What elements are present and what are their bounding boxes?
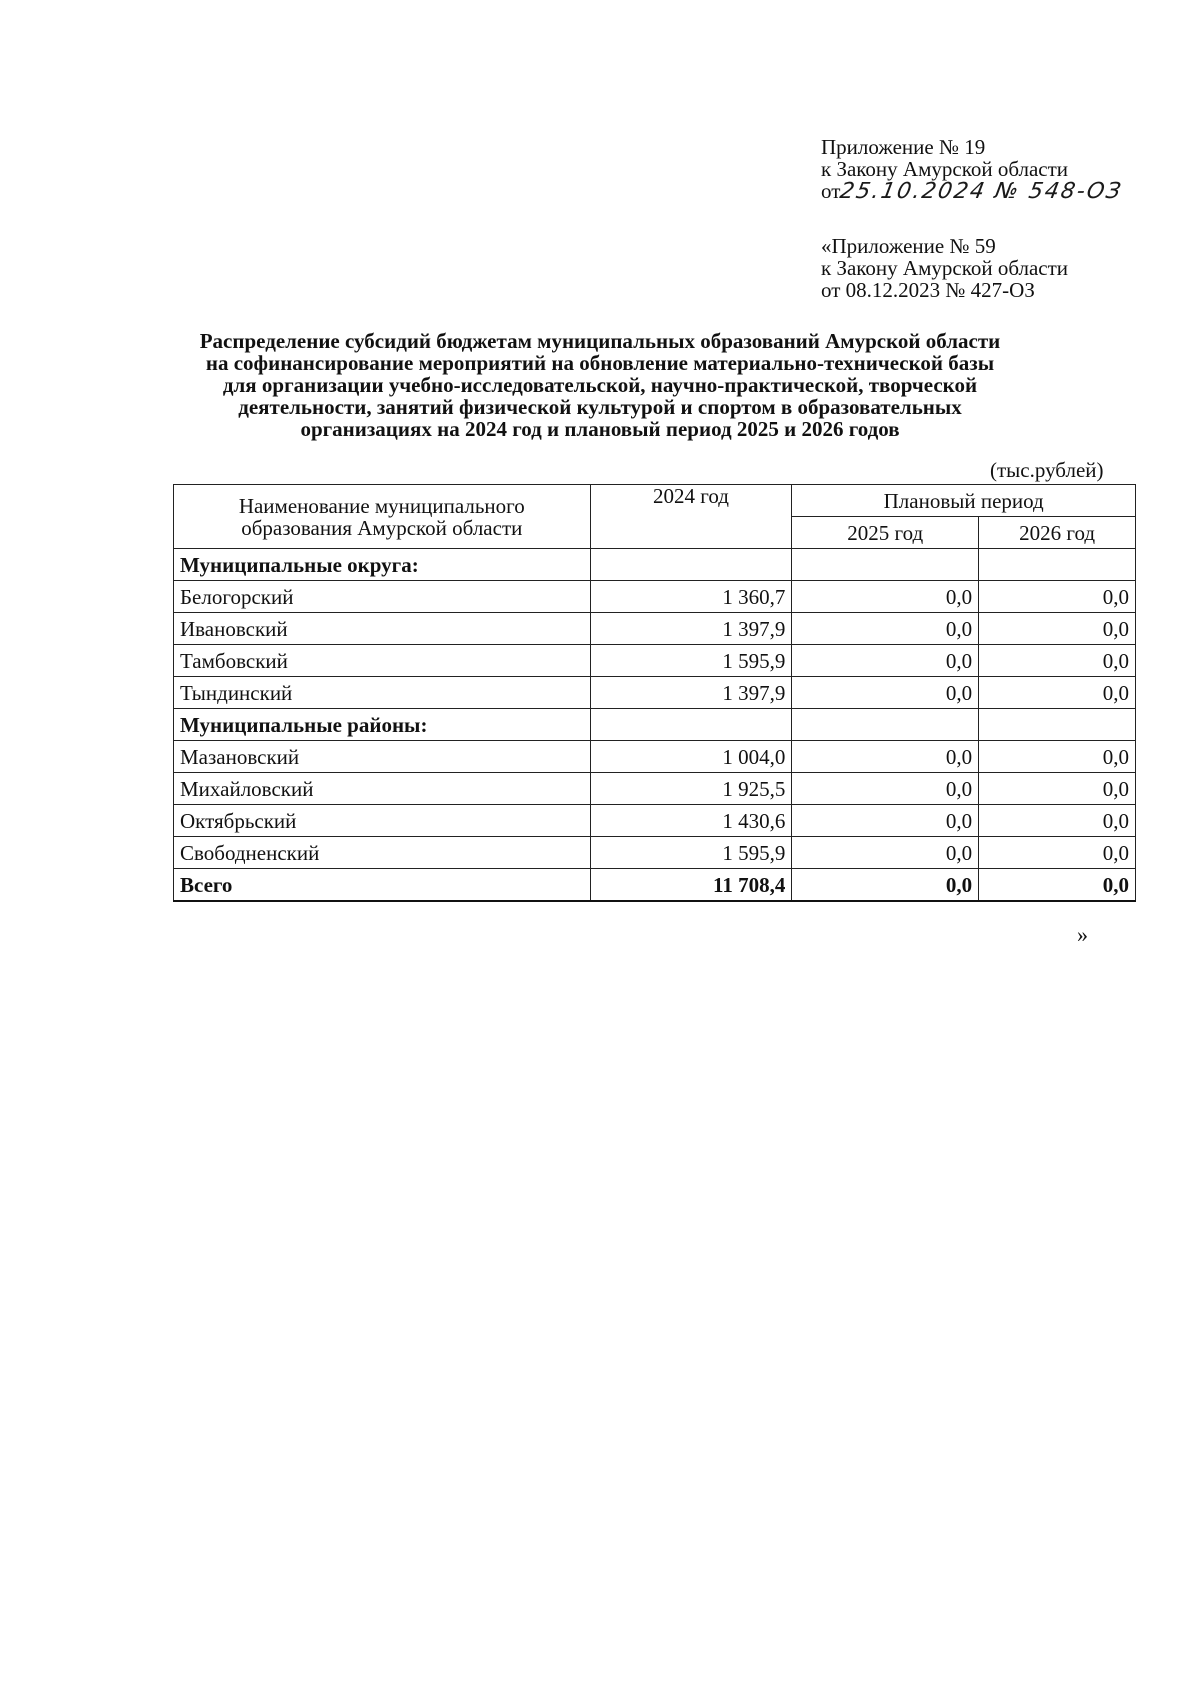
table-row <box>174 581 1136 613</box>
row-value-2024: 1 397,9 <box>590 613 792 645</box>
row-value-2026: 0,0 <box>979 677 1136 709</box>
row-value-2026: 0,0 <box>979 773 1136 805</box>
row-value-2024: 1 004,0 <box>590 741 792 773</box>
row-value-2024: 1 595,9 <box>590 645 792 677</box>
header-2025: 2025 год <box>792 517 979 549</box>
row-value-2024: 11 708,4 <box>590 869 792 902</box>
row-value-2024: 1 397,9 <box>590 677 792 709</box>
table-row <box>174 677 1136 709</box>
row-value-2024: 1 360,7 <box>590 581 792 613</box>
header-2024: 2024 год <box>590 485 792 549</box>
row-name: Тамбовский <box>174 645 591 677</box>
header-2026: 2026 год <box>979 517 1136 549</box>
closing-quote: » <box>1077 922 1088 947</box>
row-value-2024 <box>590 709 792 741</box>
header-municipality-line1: Наименование муниципального <box>238 493 525 518</box>
row-name: Михайловский <box>174 773 591 805</box>
row-name: Октябрьский <box>174 805 591 837</box>
row-value-2025: 0,0 <box>792 837 979 869</box>
table-row-group <box>174 709 1136 741</box>
row-value-2025: 0,0 <box>792 613 979 645</box>
header-municipality-line2: образования Амурской области <box>241 515 523 540</box>
header-planned-period: Плановый период <box>792 485 1136 517</box>
table-row <box>174 741 1136 773</box>
row-value-2025: 0,0 <box>792 741 979 773</box>
row-name: Муниципальные округа: <box>174 549 591 581</box>
title-line: деятельности, занятий физической культурой и спортом в образовательных <box>238 395 962 419</box>
previous-appendix-reference <box>821 235 1068 301</box>
appendix-number: Приложение № 19 <box>821 135 986 159</box>
table-row <box>174 613 1136 645</box>
row-value-2024: 1 595,9 <box>590 837 792 869</box>
row-value-2025: 0,0 <box>792 645 979 677</box>
table-row-total <box>174 869 1136 902</box>
subsidy-table <box>173 484 1136 902</box>
row-name: Тындинский <box>174 677 591 709</box>
row-value-2025: 0,0 <box>792 773 979 805</box>
table-row <box>174 645 1136 677</box>
handwritten-date-number: 25.10.2024 № 548-ОЗ <box>838 179 1125 204</box>
title-line: для организации учебно-исследовательской, научно-практической, творческой <box>222 373 978 397</box>
row-value-2026: 0,0 <box>979 581 1136 613</box>
title-line: организациях на 2024 год и плановый период 2025 и 2026 годов <box>300 417 900 441</box>
row-value-2024: 1 925,5 <box>590 773 792 805</box>
row-value-2026: 0,0 <box>979 869 1136 902</box>
appendix-reference <box>821 136 1123 203</box>
appendix-date-prefix: от <box>821 179 841 203</box>
appendix-law: к Закону Амурской области <box>821 157 1069 181</box>
row-name: Мазановский <box>174 741 591 773</box>
row-name: Белогорский <box>174 581 591 613</box>
row-value-2026: 0,0 <box>979 645 1136 677</box>
row-value-2024 <box>590 549 792 581</box>
table-row <box>174 805 1136 837</box>
row-value-2025: 0,0 <box>792 581 979 613</box>
table-row-group <box>174 549 1136 581</box>
row-value-2026: 0,0 <box>979 837 1136 869</box>
table-row <box>174 773 1136 805</box>
appendix-date-line <box>821 180 1123 203</box>
title-line: Распределение субсидий бюджетам муниципальных образований Амурской области <box>199 329 1001 353</box>
previous-appendix-number: «Приложение № 59 <box>821 234 996 258</box>
row-name: Свободненский <box>174 837 591 869</box>
row-value-2025: 0,0 <box>792 805 979 837</box>
row-value-2024: 1 430,6 <box>590 805 792 837</box>
row-value-2026: 0,0 <box>979 805 1136 837</box>
row-value-2025 <box>792 549 979 581</box>
row-value-2026 <box>979 709 1136 741</box>
previous-appendix-date: от 08.12.2023 № 427-ОЗ <box>821 278 1035 302</box>
previous-appendix-law: к Закону Амурской области <box>821 256 1069 280</box>
table-row <box>174 837 1136 869</box>
row-value-2026: 0,0 <box>979 741 1136 773</box>
units-label: (тыс.рублей) <box>990 458 1104 482</box>
row-value-2025: 0,0 <box>792 677 979 709</box>
row-value-2025 <box>792 709 979 741</box>
row-value-2025: 0,0 <box>792 869 979 902</box>
row-name: Всего <box>174 869 591 902</box>
row-name: Ивановский <box>174 613 591 645</box>
header-municipality <box>174 485 591 549</box>
title-line: на софинансирование мероприятий на обновление материально-технической базы <box>205 351 995 375</box>
row-value-2026: 0,0 <box>979 613 1136 645</box>
row-name: Муниципальные районы: <box>174 709 591 741</box>
row-value-2026 <box>979 549 1136 581</box>
document-title <box>150 330 1050 440</box>
